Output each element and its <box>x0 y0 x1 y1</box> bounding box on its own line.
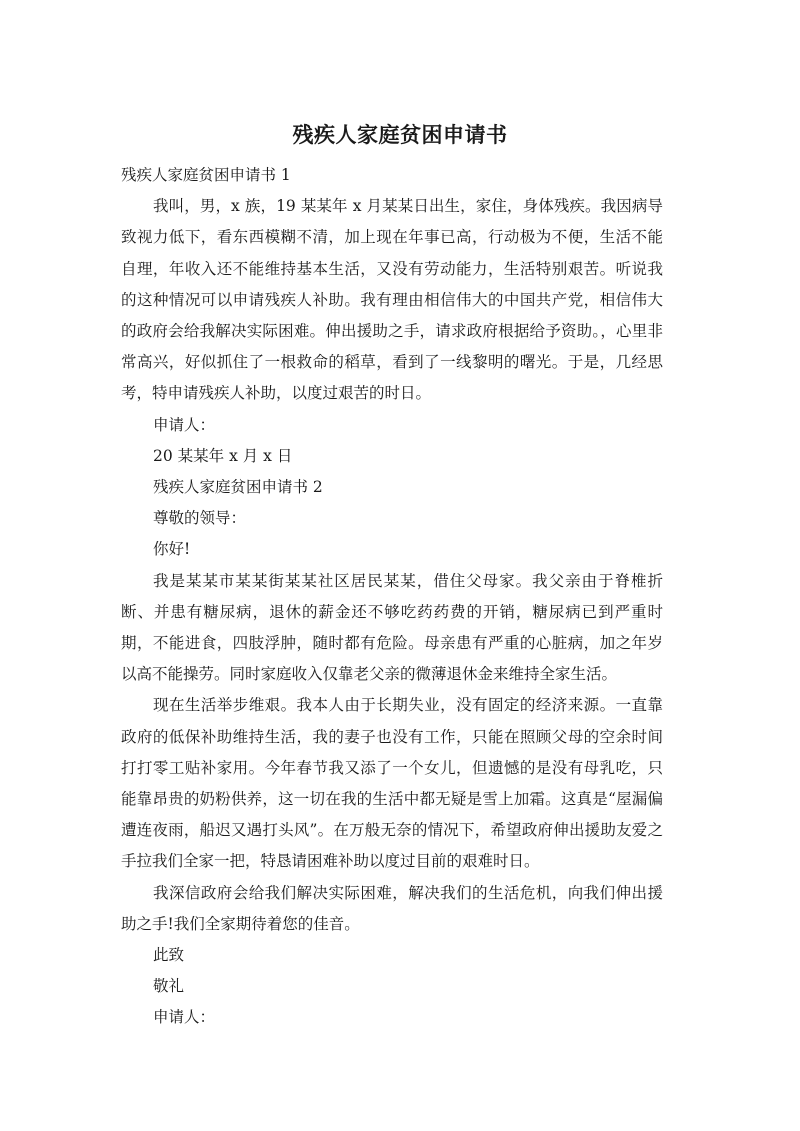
applicant-label-1: 申请人： <box>153 415 216 434</box>
date-line: 20 某某年 x 月 x 日 <box>153 446 293 465</box>
section-heading-2: 残疾人家庭贫困申请书 2 <box>153 478 323 497</box>
document-body <box>121 160 663 1034</box>
greeting: 你好! <box>153 540 191 559</box>
paragraph-current-hardship: 现在生活举步维艰。我本人由于长期失业，没有固定的经济来源。一直靠政府的低保补助维持生活，我的妻子也没有工作，只能在照顾父母的空余时间打打零工贴补家用。今年春节我又添了一个女儿，但遗憾的是没有母乳吃，只能靠昂贵的奶粉供养，这一切在我的生活中都无疑是雪上加霜。这真是“屋漏偏遭连夜雨，船迟又遇打头风”。在万般无奈的情况下，希望政府伸出援助友爱之手拉我们全家一把，特恳请困难补助以度过目前的艰难时日。 <box>121 696 663 871</box>
document-title: 残疾人家庭贫困申请书 <box>292 123 508 147</box>
closing-cizhi: 此致 <box>153 946 185 965</box>
paragraph-self-introduction: 我叫，男，x 族，19 某某年 x 月某某日出生，家住，身体残疾。我因病导致视力低下，看东西模糊不清，加上现在年事已高，行动极为不便，生活不能自理，年收入还不能维持基本生活，又没有劳动能力，生活特别艰苦。听说我的这种情况可以申请残疾人补助。我有理由相信伟大的中国共产党，相信伟大的政府会给我解决实际困难。伸出援助之手，请求政府根据给予资助。，心里非常高兴，好似抓住了一根救命的稻草，看到了一线黎明的曙光。于是，几经思考，特申请残疾人补助，以度过艰苦的时日。 <box>121 197 663 403</box>
section-heading-1: 残疾人家庭贫困申请书 1 <box>121 166 291 184</box>
salutation: 尊敬的领导： <box>153 509 247 528</box>
paragraph-family-situation: 我是某某市某某街某某社区居民某某，借住父母家。我父亲由于脊椎折断、并患有糖尿病，退休的薪金还不够吃药药费的开销，糖尿病已到严重时期，不能进食，四肢浮肿，随时都有危险。母亲患有严重的心脏病，加之年岁以高不能操劳。同时家庭收入仅靠老父亲的微薄退休金来维持全家生活。 <box>121 571 663 684</box>
closing-jingli: 敬礼 <box>153 977 185 996</box>
paragraph-closing-hope: 我深信政府会给我们解决实际困难，解决我们的生活危机，向我们伸出援助之手!我们全家期待着您的佳音。 <box>121 883 663 933</box>
applicant-label-2: 申请人： <box>153 1008 216 1027</box>
